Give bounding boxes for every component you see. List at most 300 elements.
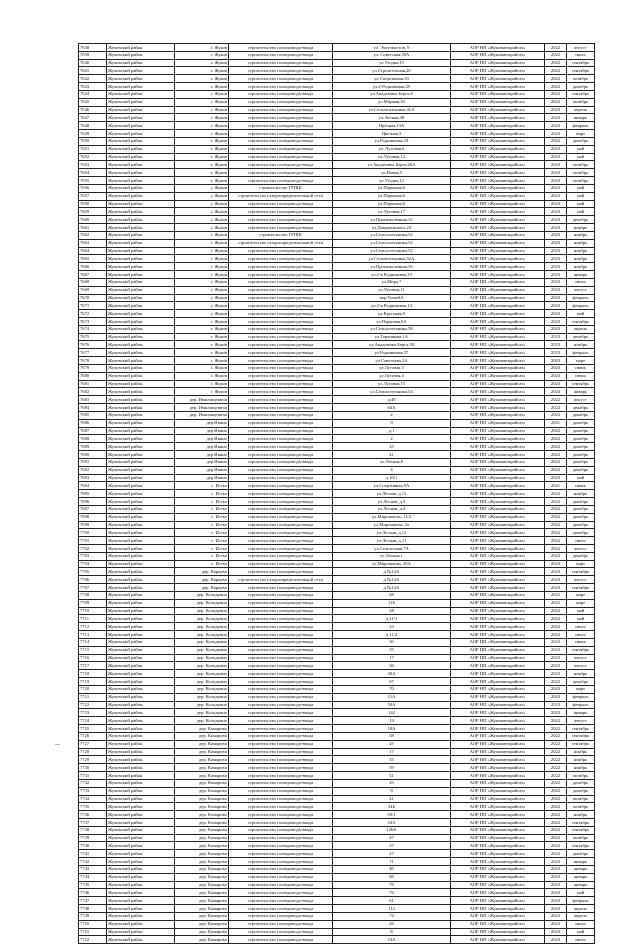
table-row (79, 498, 595, 506)
table-row (79, 208, 595, 216)
row-year: 2023 (545, 153, 567, 161)
table-row (79, 192, 595, 200)
row-work-type: строительство газопровода-ввода (229, 474, 333, 482)
table-row (79, 75, 595, 83)
row-district: Жуковский район (107, 224, 175, 232)
table-row (79, 239, 595, 247)
row-executor: АОР НП «Жуковмежрайгаз» (451, 153, 545, 161)
row-district: Жуковский район (107, 114, 175, 122)
row-month: сентябрь (567, 725, 595, 733)
row-month: ноябрь (567, 670, 595, 678)
row-executor: АОР НП «Жуковмежрайгаз» (451, 858, 545, 866)
row-month: август (567, 396, 595, 404)
row-year: 2023 (545, 905, 567, 913)
row-number: 7744 (79, 873, 107, 881)
row-locality: дер. Колодкино (175, 678, 229, 686)
row-executor: АОР НП «Жуковмежрайгаз» (451, 826, 545, 834)
row-work-type: строительство газопровода-ввода (229, 466, 333, 474)
row-work-type: строительство ГРПШ (229, 231, 333, 239)
row-month: ноябрь (567, 764, 595, 772)
row-number: 7673 (79, 317, 107, 325)
row-executor: АОР НП «Жуковмежрайгаз» (451, 145, 545, 153)
table-row (79, 709, 595, 717)
row-number: 7664 (79, 247, 107, 255)
row-locality: г. Жуков (175, 380, 229, 388)
row-locality: г. Жуков (175, 192, 229, 200)
row-executor: АОР НП «Жуковмежрайгаз» (451, 748, 545, 756)
row-year: 2023 (545, 411, 567, 419)
row-year: 2023 (545, 169, 567, 177)
row-address: 4 (333, 466, 451, 474)
row-address: ул.Дзержинского,23 (333, 224, 451, 232)
row-number: 7655 (79, 177, 107, 185)
row-year: 2023 (545, 122, 567, 130)
row-work-type: строительство газопровода-ввода (229, 153, 333, 161)
row-month: август (567, 44, 595, 52)
row-work-type: строительство газопровода-ввода (229, 364, 333, 372)
row-work-type: строительство газопровода-ввода (229, 920, 333, 928)
row-work-type: строительство газопровода-ввода (229, 529, 333, 537)
row-month: май (567, 928, 595, 936)
row-locality: с. Истье (175, 552, 229, 560)
row-work-type: строительство газопровода-ввода (229, 388, 333, 396)
row-address: 17 (333, 654, 451, 662)
row-year: 2022 (545, 811, 567, 819)
row-work-type: строительство газопровода-ввода (229, 772, 333, 780)
row-locality: с. Истье (175, 545, 229, 553)
row-address: 40 (333, 865, 451, 873)
row-executor: АОР НП «Жуковмежрайгаз» (451, 216, 545, 224)
row-year: 2023 (545, 709, 567, 717)
row-number: 7700 (79, 529, 107, 537)
row-locality: дер. Карцево (175, 568, 229, 576)
row-locality: г. Жуков (175, 224, 229, 232)
row-address: ул.Круговая,9 (333, 310, 451, 318)
row-month: декабрь (567, 678, 595, 686)
table-body (79, 44, 595, 944)
row-executor: АОР НП «Жуковмежрайгаз» (451, 811, 545, 819)
table-row (79, 631, 595, 639)
row-month: август (567, 576, 595, 584)
row-year: 2023 (545, 701, 567, 709)
row-number: 7654 (79, 169, 107, 177)
row-district: Жуковский район (107, 364, 175, 372)
row-number: 7749 (79, 912, 107, 920)
row-work-type: строительство газопровода-ввода (229, 130, 333, 138)
row-locality: дер.Ивино (175, 466, 229, 474)
row-year: 2022 (545, 490, 567, 498)
row-district: Жуковский район (107, 372, 175, 380)
row-work-type: строительство газопровода-ввода (229, 826, 333, 834)
row-address: 34Б (333, 803, 451, 811)
row-number: 7722 (79, 701, 107, 709)
row-number: 7667 (79, 271, 107, 279)
row-address: ул.Лесная,1 (333, 552, 451, 560)
row-number: 7747 (79, 897, 107, 905)
row-month: ноябрь (567, 341, 595, 349)
row-year: 2022 (545, 717, 567, 725)
table-row (79, 905, 595, 913)
table-row (79, 357, 595, 365)
row-month: март (567, 560, 595, 568)
row-locality: дер. Комарово (175, 756, 229, 764)
table-row (79, 451, 595, 459)
row-address: ул.Угодка,19 (333, 59, 451, 67)
row-district: Жуковский район (107, 873, 175, 881)
row-address: 69 (333, 873, 451, 881)
row-address: ул.Лесная, д.4 (333, 505, 451, 513)
table-row (79, 756, 595, 764)
row-locality: дер.Ивино (175, 458, 229, 466)
row-address: д.№13А (333, 584, 451, 592)
row-executor: АОР НП «Жуковмежрайгаз» (451, 286, 545, 294)
table-row (79, 873, 595, 881)
row-address: 41 (333, 795, 451, 803)
table-row (79, 184, 595, 192)
row-month: сентябрь (567, 380, 595, 388)
row-executor: АОР НП «Жуковмежрайгаз» (451, 709, 545, 717)
row-locality: дер. Комарово (175, 920, 229, 928)
row-month: май (567, 615, 595, 623)
row-executor: АОР НП «Жуковмежрайгаз» (451, 756, 545, 764)
row-address: 30 (333, 638, 451, 646)
row-district: Жуковский район (107, 920, 175, 928)
row-executor: АОР НП «Жуковмежрайгаз» (451, 818, 545, 826)
row-number: 7676 (79, 341, 107, 349)
row-executor: АОР НП «Жуковмежрайгаз» (451, 498, 545, 506)
row-locality: г. Жуков (175, 388, 229, 396)
table-row (79, 693, 595, 701)
row-month: август (567, 662, 595, 670)
row-number: 7658 (79, 200, 107, 208)
row-work-type: строительство газопровода-ввода (229, 106, 333, 114)
row-district: Жуковский район (107, 161, 175, 169)
table-row (79, 364, 595, 372)
row-executor: АОР НП «Жуковмежрайгаз» (451, 865, 545, 873)
table-row (79, 224, 595, 232)
row-executor: АОР НП «Жуковмежрайгаз» (451, 161, 545, 169)
table-row (79, 936, 595, 944)
row-number: 7686 (79, 419, 107, 427)
table-row (79, 795, 595, 803)
row-district: Жуковский район (107, 451, 175, 459)
row-year: 2023 (545, 341, 567, 349)
row-year: 2023 (545, 302, 567, 310)
row-work-type: строительство газопровода-ввода (229, 552, 333, 560)
row-number: 7751 (79, 928, 107, 936)
row-work-type: строительство газопровода-ввода (229, 411, 333, 419)
row-number: 7665 (79, 255, 107, 263)
table-row (79, 599, 595, 607)
row-work-type: строительство газопровода-ввода (229, 717, 333, 725)
row-year: 2023 (545, 568, 567, 576)
row-locality: г. Жуков (175, 51, 229, 59)
table-row (79, 59, 595, 67)
row-year: 2024 (545, 388, 567, 396)
row-executor: АОР НП «Жуковмежрайгаз» (451, 419, 545, 427)
row-district: Жуковский район (107, 591, 175, 599)
row-executor: АОР НП «Жуковмежрайгаз» (451, 83, 545, 91)
table-row (79, 130, 595, 138)
row-locality: г. Жуков (175, 325, 229, 333)
row-work-type: строительство газопровода-ввода (229, 278, 333, 286)
row-locality: с. Истье (175, 505, 229, 513)
row-month: декабрь (567, 466, 595, 474)
table-row (79, 732, 595, 740)
row-locality: с. Истье (175, 513, 229, 521)
row-number: 7640 (79, 59, 107, 67)
table-row (79, 779, 595, 787)
row-month: сентябрь (567, 568, 595, 576)
row-locality: г. Жуков (175, 145, 229, 153)
row-number: 7691 (79, 458, 107, 466)
row-work-type: строительство газопровода-ввода (229, 302, 333, 310)
row-number: 7666 (79, 263, 107, 271)
row-year: 2023 (545, 271, 567, 279)
table-row (79, 255, 595, 263)
row-address: ул.Сельхозтехника,52 (333, 239, 451, 247)
row-work-type: строительство газопровода-ввода (229, 787, 333, 795)
table-row (79, 881, 595, 889)
row-address: ул.Строительная,20 (333, 67, 451, 75)
row-locality: дер. Комарово (175, 936, 229, 944)
row-address: 2 (333, 411, 451, 419)
row-number: 7748 (79, 905, 107, 913)
row-year: 2023 (545, 231, 567, 239)
row-district: Жуковский район (107, 51, 175, 59)
row-month: июль (567, 278, 595, 286)
row-number: 7718 (79, 670, 107, 678)
row-work-type: строительство газопровода-ввода (229, 161, 333, 169)
row-year: 2023 (545, 889, 567, 897)
row-year: 2023 (545, 184, 567, 192)
row-locality: г. Жуков (175, 302, 229, 310)
row-address: ул.Луговая,15 (333, 380, 451, 388)
row-district: Жуковский район (107, 787, 175, 795)
row-number: 7743 (79, 865, 107, 873)
table-row (79, 216, 595, 224)
row-work-type: строительство газопровода-ввода (229, 458, 333, 466)
table-row (79, 153, 595, 161)
row-locality: дер.Ивино (175, 443, 229, 451)
row-work-type: строительство газопровода-ввода (229, 584, 333, 592)
table-row (79, 545, 595, 553)
row-executor: АОР НП «Жуковмежрайгаз» (451, 192, 545, 200)
row-district: Жуковский район (107, 474, 175, 482)
row-work-type: строительство газопровода-ввода (229, 912, 333, 920)
row-locality: дер.Ивино (175, 427, 229, 435)
row-district: Жуковский район (107, 231, 175, 239)
row-locality: дер. Карцево (175, 576, 229, 584)
row-district: Жуковский район (107, 122, 175, 130)
row-district: Жуковский район (107, 764, 175, 772)
row-executor: АОР НП «Жуковмежрайгаз» (451, 505, 545, 513)
row-district: Жуковский район (107, 239, 175, 247)
row-month: сентябрь (567, 317, 595, 325)
row-executor: АОР НП «Жуковмежрайгаз» (451, 443, 545, 451)
row-locality: дер.Ивино (175, 419, 229, 427)
row-address: ул.2-я Родниковая,13 (333, 302, 451, 310)
table-row (79, 231, 595, 239)
row-executor: АОР НП «Жуковмежрайгаз» (451, 591, 545, 599)
row-number: 7692 (79, 466, 107, 474)
row-work-type: строительство газопровода-ввода (229, 897, 333, 905)
row-number: 7663 (79, 239, 107, 247)
row-year: 2023 (545, 560, 567, 568)
row-locality: г. Жуков (175, 184, 229, 192)
row-locality: дер. Колодкино (175, 607, 229, 615)
row-work-type: строительство газопровода-ввода (229, 646, 333, 654)
row-locality: дер. Имилищевичи (175, 411, 229, 419)
row-address: 9 (333, 419, 451, 427)
row-locality: с. Истье (175, 482, 229, 490)
row-year: 2022 (545, 552, 567, 560)
row-month: май (567, 474, 595, 482)
row-year: 2022 (545, 404, 567, 412)
row-work-type: строительство газопровода-ввода (229, 732, 333, 740)
row-work-type: строительство газопровода-ввода (229, 834, 333, 842)
row-executor: АОР НП «Жуковмежрайгаз» (451, 90, 545, 98)
row-work-type: строительство газопровода-ввода (229, 936, 333, 944)
row-executor: АОР НП «Жуковмежрайгаз» (451, 905, 545, 913)
row-address: 50/1 (333, 811, 451, 819)
row-month: май (567, 184, 595, 192)
row-executor: АОР НП «Жуковмежрайгаз» (451, 787, 545, 795)
row-district: Жуковский район (107, 599, 175, 607)
row-year: 2022 (545, 803, 567, 811)
row-executor: АОР НП «Жуковмежрайгаз» (451, 670, 545, 678)
row-month: декабрь (567, 505, 595, 513)
row-executor: АОР НП «Жуковмежрайгаз» (451, 513, 545, 521)
table-row (79, 247, 595, 255)
row-number: 7741 (79, 850, 107, 858)
row-address: 79 (333, 881, 451, 889)
row-district: Жуковский район (107, 842, 175, 850)
row-number: 7709 (79, 599, 107, 607)
row-year: 2022 (545, 599, 567, 607)
row-work-type: строительство газопровода-ввода (229, 513, 333, 521)
table-row (79, 122, 595, 130)
row-locality: дер. Комарово (175, 858, 229, 866)
row-number: 7682 (79, 388, 107, 396)
row-work-type: строительство газопровода-ввода (229, 560, 333, 568)
row-locality: дер. Комарово (175, 842, 229, 850)
row-executor: АОР НП «Жуковмежрайгаз» (451, 482, 545, 490)
row-executor: АОР НП «Жуковмежрайгаз» (451, 490, 545, 498)
row-number: 7660 (79, 216, 107, 224)
row-address: ул.Лесная, д.13 (333, 490, 451, 498)
row-district: Жуковский район (107, 263, 175, 271)
row-month: март (567, 599, 595, 607)
row-year: 2022 (545, 662, 567, 670)
row-locality: дер. Колодкино (175, 685, 229, 693)
row-executor: АОР НП «Жуковмежрайгаз» (451, 607, 545, 615)
row-number: 7639 (79, 51, 107, 59)
row-number: 7727 (79, 740, 107, 748)
row-work-type: строительство газопровода-ввода (229, 803, 333, 811)
row-locality: г. Жуков (175, 294, 229, 302)
row-district: Жуковский район (107, 271, 175, 279)
row-address: ул.Мирошкова, 2а (333, 521, 451, 529)
table-row (79, 466, 595, 474)
row-executor: АОР НП «Жуковмежрайгаз» (451, 631, 545, 639)
row-year: 2023 (545, 247, 567, 255)
row-locality: г. Жуков (175, 286, 229, 294)
row-month: сентябрь (567, 59, 595, 67)
row-locality: г. Жуков (175, 216, 229, 224)
row-month: ноябрь (567, 811, 595, 819)
row-district: Жуковский район (107, 803, 175, 811)
row-month: февраль (567, 294, 595, 302)
row-year: 2023 (545, 192, 567, 200)
table-row (79, 662, 595, 670)
row-locality: дер. Комарово (175, 748, 229, 756)
row-number: 7701 (79, 537, 107, 545)
row-work-type: строительство газопровода-ввода (229, 858, 333, 866)
row-locality: г. Жуков (175, 153, 229, 161)
row-locality: г. Жуков (175, 130, 229, 138)
row-year: 2022 (545, 396, 567, 404)
row-number: 7680 (79, 372, 107, 380)
table-row (79, 638, 595, 646)
table-row (79, 44, 595, 52)
row-month: январь (567, 873, 595, 881)
row-address: ул.Парковая,6А (333, 317, 451, 325)
row-district: Жуковский район (107, 482, 175, 490)
row-address: 142 (333, 709, 451, 717)
row-address: пер.Тихий,6 (333, 294, 451, 302)
row-district: Жуковский район (107, 153, 175, 161)
row-address: 2 (333, 435, 451, 443)
row-address: ул.Сельхозтехника,54 (333, 388, 451, 396)
row-address: ул.Савельева,2А (333, 357, 451, 365)
row-month: декабрь (567, 787, 595, 795)
row-district: Жуковский район (107, 560, 175, 568)
row-address: 34А (333, 818, 451, 826)
row-number: 7649 (79, 130, 107, 138)
row-month: май (567, 145, 595, 153)
row-district: Жуковский район (107, 631, 175, 639)
row-year: 2022 (545, 740, 567, 748)
row-number: 7719 (79, 678, 107, 686)
table-row (79, 278, 595, 286)
row-address: 11Б (333, 599, 451, 607)
row-district: Жуковский район (107, 90, 175, 98)
row-month: март (567, 357, 595, 365)
row-year: 2023 (545, 928, 567, 936)
row-year: 2023 (545, 317, 567, 325)
row-month: март (567, 130, 595, 138)
table-row (79, 537, 595, 545)
row-district: Жуковский район (107, 795, 175, 803)
row-number: 7714 (79, 638, 107, 646)
row-year: 2023 (545, 255, 567, 263)
row-month: декабрь (567, 513, 595, 521)
row-address: ул.Родниковая,19 (333, 137, 451, 145)
row-year: 2023 (545, 177, 567, 185)
row-month: январь (567, 881, 595, 889)
table-row (79, 106, 595, 114)
row-year: 2023 (545, 224, 567, 232)
table-row (79, 591, 595, 599)
row-district: Жуковский район (107, 498, 175, 506)
row-executor: АОР НП «Жуковмежрайгаз» (451, 466, 545, 474)
row-year: 2022 (545, 654, 567, 662)
row-year: 2023 (545, 865, 567, 873)
table-row (79, 200, 595, 208)
table-row (79, 51, 595, 59)
row-locality: дер. Комарово (175, 803, 229, 811)
